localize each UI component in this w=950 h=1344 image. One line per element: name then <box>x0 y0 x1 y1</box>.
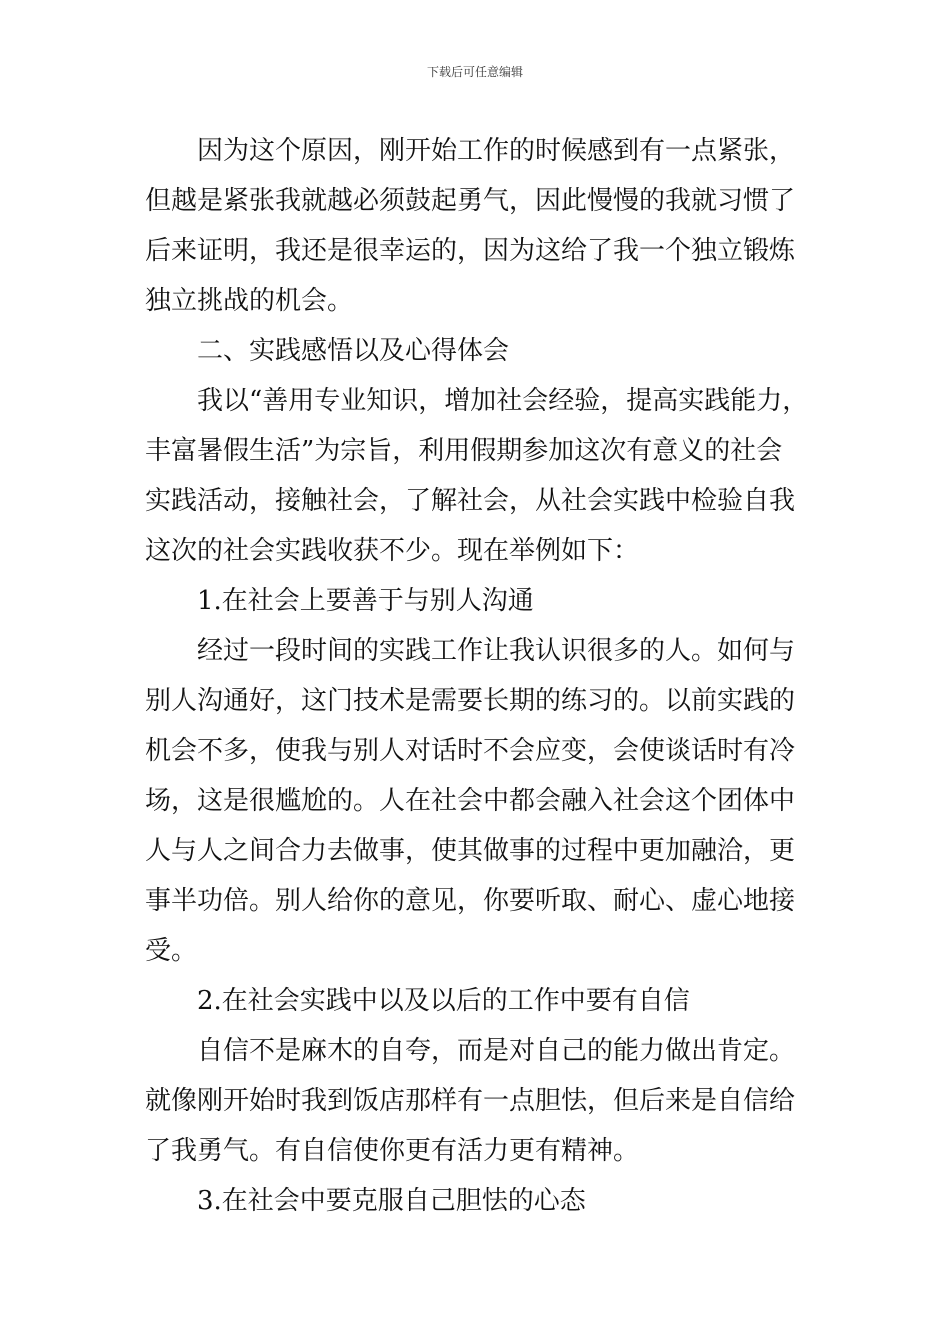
paragraph-line: 场，这是很尴尬的。人在社会中都会融入社会这个团体中 <box>145 786 796 816</box>
paragraph-line: 经过一段时间的实践工作让我认识很多的人。如何与 <box>197 636 796 666</box>
paragraph-line: 了我勇气。有自信使你更有活力更有精神。 <box>145 1136 640 1166</box>
subsection-heading: 1.在社会上要善于与别人沟通 <box>197 586 534 616</box>
paragraph-line: 人与人之间合力去做事，使其做事的过程中更加融洽，更 <box>145 836 796 866</box>
paragraph-line: 丰富暑假生活”为宗旨，利用假期参加这次有意义的社会 <box>145 436 783 466</box>
paragraph-line: 但越是紧张我就越必须鼓起勇气，因此慢慢的我就习惯了 <box>145 186 796 216</box>
paragraph-line: 事半功倍。别人给你的意见，你要听取、耐心、虚心地接 <box>145 886 796 916</box>
paragraph-line: 独立挑战的机会。 <box>145 286 354 316</box>
paragraph-line: 自信不是麻木的自夸，而是对自己的能力做出肯定。 <box>197 1036 796 1066</box>
paragraph-line: 这次的社会实践收获不少。现在举例如下： <box>145 536 640 566</box>
page-header: 下载后可任意编辑 <box>426 65 523 79</box>
paragraph-line: 实践活动，接触社会，了解社会，从社会实践中检验自我 <box>145 486 796 516</box>
paragraph-line: 别人沟通好，这门技术是需要长期的练习的。以前实践的 <box>145 686 796 716</box>
subsection-heading: 2.在社会实践中以及以后的工作中要有自信 <box>197 986 690 1016</box>
paragraph-line: 后来证明，我还是很幸运的，因为这给了我一个独立锻炼 <box>145 236 796 266</box>
paragraph-line: 受。 <box>145 936 198 966</box>
paragraph-line: 就像刚开始时我到饭店那样有一点胆怯，但后来是自信给 <box>145 1086 796 1116</box>
section-heading: 二、实践感悟以及心得体会 <box>197 336 510 366</box>
subsection-heading: 3.在社会中要克服自己胆怯的心态 <box>197 1186 586 1216</box>
paragraph-line: 我以“善用专业知识，增加社会经验，提高实践能力， <box>197 386 809 416</box>
paragraph-line: 因为这个原因，刚开始工作的时候感到有一点紧张， <box>197 136 796 166</box>
document-body <box>145 126 810 1226</box>
paragraph-line: 机会不多，使我与别人对话时不会应变，会使谈话时有冷 <box>145 736 796 766</box>
